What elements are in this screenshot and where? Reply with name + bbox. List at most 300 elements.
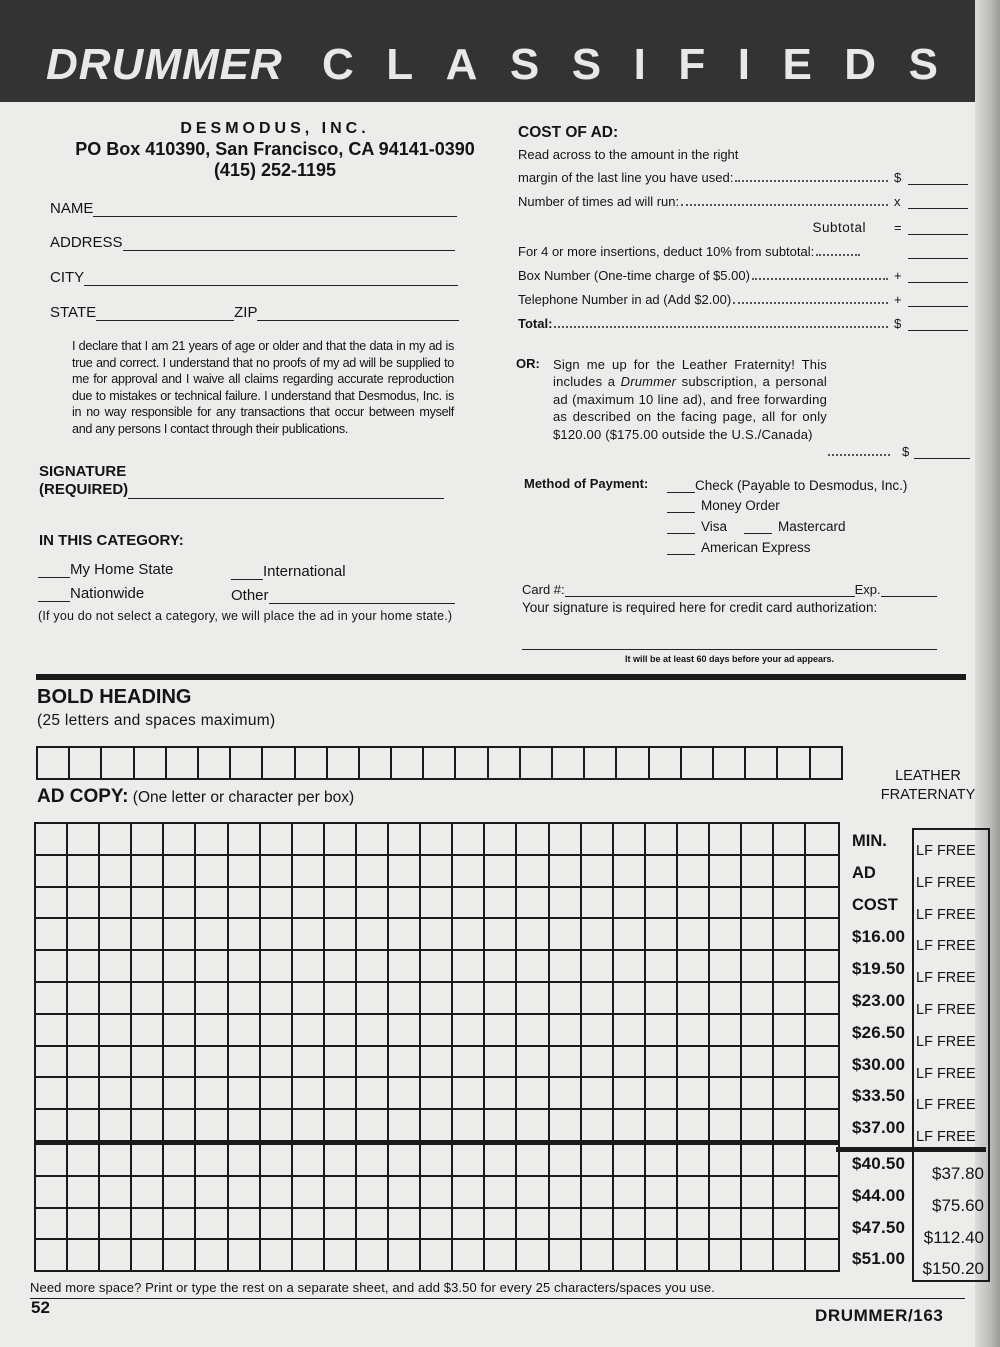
card-signature-field[interactable]	[522, 649, 937, 650]
visa-checkbox[interactable]	[667, 519, 695, 534]
ad-copy-cell[interactable]	[710, 1110, 742, 1145]
ad-copy-cell[interactable]	[196, 824, 228, 856]
ad-copy-cell[interactable]	[614, 919, 646, 951]
ad-copy-cell[interactable]	[100, 1209, 132, 1241]
ad-copy-cell[interactable]	[164, 919, 196, 951]
heading-letter-box[interactable]	[70, 748, 102, 778]
ad-copy-cell[interactable]	[389, 1177, 421, 1209]
ad-copy-cell[interactable]	[357, 1209, 389, 1241]
ad-copy-cell[interactable]	[421, 888, 453, 920]
ad-copy-cell[interactable]	[357, 856, 389, 888]
ad-copy-cell[interactable]	[742, 1015, 774, 1047]
ad-copy-cell[interactable]	[132, 888, 164, 920]
ad-copy-cell[interactable]	[164, 1177, 196, 1209]
ad-copy-cell[interactable]	[485, 1110, 517, 1145]
ad-copy-cell[interactable]	[742, 856, 774, 888]
ad-copy-cell[interactable]	[196, 1110, 228, 1145]
ad-copy-cell[interactable]	[485, 1240, 517, 1270]
ad-copy-cell[interactable]	[453, 1177, 485, 1209]
ad-copy-cell[interactable]	[325, 1110, 357, 1145]
ad-copy-cell[interactable]	[550, 951, 582, 983]
zip-field[interactable]	[257, 306, 459, 321]
ad-copy-cell[interactable]	[229, 1209, 261, 1241]
ad-copy-cell[interactable]	[774, 1209, 806, 1241]
ad-copy-cell[interactable]	[485, 1209, 517, 1241]
ad-copy-cell[interactable]	[261, 824, 293, 856]
ad-copy-cell[interactable]	[389, 983, 421, 1015]
state-field[interactable]	[96, 306, 234, 321]
ad-copy-cell[interactable]	[389, 888, 421, 920]
ad-copy-cell[interactable]	[806, 1078, 838, 1110]
ad-copy-cell[interactable]	[164, 951, 196, 983]
ad-copy-cell[interactable]	[421, 1078, 453, 1110]
ad-copy-cell[interactable]	[742, 983, 774, 1015]
ad-copy-cell[interactable]	[453, 1047, 485, 1079]
ad-copy-cell[interactable]	[582, 1145, 614, 1177]
ad-copy-cell[interactable]	[36, 888, 68, 920]
ad-copy-cell[interactable]	[485, 1145, 517, 1177]
ad-copy-cell[interactable]	[261, 1015, 293, 1047]
ad-copy-cell[interactable]	[614, 1047, 646, 1079]
heading-letter-box[interactable]	[521, 748, 553, 778]
ad-copy-cell[interactable]	[517, 951, 549, 983]
heading-letter-box[interactable]	[199, 748, 231, 778]
ad-copy-cell[interactable]	[196, 1047, 228, 1079]
ad-copy-cell[interactable]	[806, 1110, 838, 1145]
ad-copy-cell[interactable]	[421, 824, 453, 856]
ad-copy-cell[interactable]	[229, 919, 261, 951]
payment-option-mastercard[interactable]	[744, 519, 846, 534]
ad-copy-cell[interactable]	[325, 951, 357, 983]
ad-copy-cell[interactable]	[582, 1110, 614, 1145]
heading-letter-box[interactable]	[778, 748, 810, 778]
ad-copy-cell[interactable]	[36, 919, 68, 951]
ad-copy-cell[interactable]	[710, 1240, 742, 1270]
ad-copy-cell[interactable]	[774, 824, 806, 856]
ad-copy-cell[interactable]	[517, 1145, 549, 1177]
ad-copy-cell[interactable]	[421, 1015, 453, 1047]
ad-copy-cell[interactable]	[710, 983, 742, 1015]
ad-copy-cell[interactable]	[582, 1015, 614, 1047]
category-option-other[interactable]	[231, 587, 455, 604]
ad-copy-cell[interactable]	[485, 856, 517, 888]
ad-copy-cell[interactable]	[68, 1177, 100, 1209]
ad-copy-cell[interactable]	[453, 1015, 485, 1047]
ad-copy-cell[interactable]	[36, 1145, 68, 1177]
ad-copy-cell[interactable]	[229, 856, 261, 888]
ad-copy-cell[interactable]	[646, 951, 678, 983]
ad-copy-cell[interactable]	[582, 1078, 614, 1110]
ad-copy-cell[interactable]	[453, 888, 485, 920]
mastercard-checkbox[interactable]	[744, 519, 772, 534]
ad-copy-cell[interactable]	[68, 919, 100, 951]
ad-copy-cell[interactable]	[68, 1078, 100, 1110]
ad-copy-cell[interactable]	[196, 1015, 228, 1047]
ad-copy-cell[interactable]	[36, 1110, 68, 1145]
ad-copy-cell[interactable]	[550, 1110, 582, 1145]
ad-copy-cell[interactable]	[742, 1078, 774, 1110]
ad-copy-cell[interactable]	[710, 888, 742, 920]
ad-copy-cell[interactable]	[164, 1110, 196, 1145]
ad-copy-cell[interactable]	[261, 1047, 293, 1079]
ad-copy-cell[interactable]	[485, 1177, 517, 1209]
ad-copy-cell[interactable]	[710, 951, 742, 983]
ad-copy-cell[interactable]	[806, 1177, 838, 1209]
ad-copy-cell[interactable]	[517, 856, 549, 888]
ad-copy-cell[interactable]	[517, 919, 549, 951]
ad-copy-cell[interactable]	[357, 1047, 389, 1079]
ad-copy-cell[interactable]	[421, 951, 453, 983]
ad-copy-cell[interactable]	[453, 951, 485, 983]
ad-copy-cell[interactable]	[389, 1240, 421, 1270]
ad-copy-cell[interactable]	[229, 983, 261, 1015]
ad-copy-cell[interactable]	[742, 1209, 774, 1241]
ad-copy-cell[interactable]	[132, 919, 164, 951]
ad-copy-cell[interactable]	[614, 888, 646, 920]
ad-copy-cell[interactable]	[36, 1047, 68, 1079]
ad-copy-cell[interactable]	[710, 856, 742, 888]
ad-copy-cell[interactable]	[132, 824, 164, 856]
ad-copy-cell[interactable]	[678, 919, 710, 951]
ad-copy-cell[interactable]	[550, 824, 582, 856]
ad-copy-cell[interactable]	[646, 824, 678, 856]
ad-copy-cell[interactable]	[389, 1047, 421, 1079]
ad-copy-cell[interactable]	[806, 951, 838, 983]
ad-copy-cell[interactable]	[196, 983, 228, 1015]
ad-copy-cell[interactable]	[357, 1177, 389, 1209]
ad-copy-cell[interactable]	[453, 824, 485, 856]
ad-copy-cell[interactable]	[678, 1047, 710, 1079]
ad-copy-cell[interactable]	[806, 888, 838, 920]
ad-copy-cell[interactable]	[550, 856, 582, 888]
other-field[interactable]	[269, 589, 455, 604]
ad-copy-cell[interactable]	[261, 888, 293, 920]
ad-copy-cell[interactable]	[261, 1110, 293, 1145]
ad-copy-cell[interactable]	[68, 1145, 100, 1177]
ad-copy-cell[interactable]	[646, 1078, 678, 1110]
ad-copy-cell[interactable]	[229, 1145, 261, 1177]
ad-copy-cell[interactable]	[806, 1145, 838, 1177]
ad-copy-cell[interactable]	[710, 1177, 742, 1209]
international-checkbox[interactable]	[231, 565, 263, 580]
total-field[interactable]	[908, 316, 968, 331]
ad-copy-cell[interactable]	[453, 983, 485, 1015]
payment-option-visa[interactable]	[667, 519, 727, 534]
ad-copy-cell[interactable]	[646, 1110, 678, 1145]
ad-copy-cell[interactable]	[550, 1145, 582, 1177]
ad-copy-cell[interactable]	[36, 983, 68, 1015]
ad-copy-cell[interactable]	[774, 1047, 806, 1079]
ad-copy-cell[interactable]	[421, 1177, 453, 1209]
ad-copy-cell[interactable]	[164, 1240, 196, 1270]
ad-copy-cell[interactable]	[132, 1145, 164, 1177]
ad-copy-cell[interactable]	[325, 824, 357, 856]
heading-letter-box[interactable]	[38, 748, 70, 778]
ad-copy-cell[interactable]	[646, 983, 678, 1015]
ad-copy-cell[interactable]	[68, 888, 100, 920]
ad-copy-cell[interactable]	[164, 856, 196, 888]
heading-letter-box[interactable]	[553, 748, 585, 778]
ad-copy-cell[interactable]	[550, 1209, 582, 1241]
ad-copy-cell[interactable]	[68, 1240, 100, 1270]
ad-copy-cell[interactable]	[806, 983, 838, 1015]
ad-copy-cell[interactable]	[806, 1240, 838, 1270]
heading-letter-box[interactable]	[328, 748, 360, 778]
ad-copy-cell[interactable]	[357, 1110, 389, 1145]
ad-copy-cell[interactable]	[614, 1145, 646, 1177]
ad-copy-cell[interactable]	[485, 1015, 517, 1047]
ad-copy-cell[interactable]	[196, 951, 228, 983]
ad-copy-cell[interactable]	[68, 824, 100, 856]
ad-copy-cell[interactable]	[678, 1110, 710, 1145]
ad-copy-cell[interactable]	[100, 919, 132, 951]
ad-copy-cell[interactable]	[517, 1240, 549, 1270]
heading-letter-box[interactable]	[167, 748, 199, 778]
payment-option-money-order[interactable]	[667, 498, 780, 513]
ad-copy-cell[interactable]	[485, 983, 517, 1015]
box-number-field[interactable]	[908, 268, 968, 283]
ad-copy-cell[interactable]	[132, 1240, 164, 1270]
ad-copy-cell[interactable]	[325, 1145, 357, 1177]
ad-copy-cell[interactable]	[293, 1047, 325, 1079]
city-field[interactable]	[84, 271, 458, 286]
ad-copy-cell[interactable]	[678, 983, 710, 1015]
ad-copy-cell[interactable]	[646, 888, 678, 920]
card-number-field[interactable]	[565, 582, 855, 597]
ad-copy-cell[interactable]	[453, 1078, 485, 1110]
ad-copy-cell[interactable]	[582, 1047, 614, 1079]
ad-copy-cell[interactable]	[293, 1209, 325, 1241]
ad-copy-cell[interactable]	[678, 1015, 710, 1047]
amount-field[interactable]	[908, 170, 968, 185]
leather-offer-field[interactable]	[914, 444, 970, 459]
ad-copy-cell[interactable]	[517, 1209, 549, 1241]
ad-copy-cell[interactable]	[710, 1047, 742, 1079]
ad-copy-cell[interactable]	[582, 983, 614, 1015]
ad-copy-cell[interactable]	[389, 856, 421, 888]
subtotal-field[interactable]	[908, 220, 968, 235]
ad-copy-cell[interactable]	[550, 1047, 582, 1079]
ad-copy-cell[interactable]	[196, 1177, 228, 1209]
category-option-home-state[interactable]	[38, 561, 173, 578]
ad-copy-cell[interactable]	[261, 951, 293, 983]
ad-copy-cell[interactable]	[325, 1015, 357, 1047]
ad-copy-cell[interactable]	[357, 951, 389, 983]
ad-copy-cell[interactable]	[229, 1047, 261, 1079]
ad-copy-cell[interactable]	[389, 1078, 421, 1110]
ad-copy-cell[interactable]	[453, 1209, 485, 1241]
ad-copy-cell[interactable]	[196, 919, 228, 951]
ad-copy-cell[interactable]	[678, 888, 710, 920]
ad-copy-cell[interactable]	[229, 1240, 261, 1270]
ad-copy-cell[interactable]	[806, 856, 838, 888]
ad-copy-cell[interactable]	[678, 824, 710, 856]
ad-copy-cell[interactable]	[742, 1110, 774, 1145]
heading-letter-box[interactable]	[746, 748, 778, 778]
ad-copy-cell[interactable]	[261, 1240, 293, 1270]
ad-copy-cell[interactable]	[453, 919, 485, 951]
ad-copy-cell[interactable]	[774, 888, 806, 920]
ad-copy-cell[interactable]	[293, 983, 325, 1015]
check-checkbox[interactable]	[667, 478, 695, 493]
ad-copy-cell[interactable]	[325, 1209, 357, 1241]
ad-copy-cell[interactable]	[100, 951, 132, 983]
ad-copy-cell[interactable]	[100, 1145, 132, 1177]
ad-copy-cell[interactable]	[710, 1209, 742, 1241]
ad-copy-cell[interactable]	[325, 888, 357, 920]
ad-copy-cell[interactable]	[164, 1078, 196, 1110]
ad-copy-cell[interactable]	[100, 824, 132, 856]
ad-copy-cell[interactable]	[293, 1240, 325, 1270]
ad-copy-cell[interactable]	[36, 1078, 68, 1110]
ad-copy-cell[interactable]	[614, 824, 646, 856]
ad-copy-cell[interactable]	[678, 951, 710, 983]
ad-copy-cell[interactable]	[485, 919, 517, 951]
ad-copy-cell[interactable]	[646, 1177, 678, 1209]
ad-copy-cell[interactable]	[68, 1209, 100, 1241]
heading-letter-box[interactable]	[489, 748, 521, 778]
ad-copy-cell[interactable]	[614, 1015, 646, 1047]
ad-copy-cell[interactable]	[357, 888, 389, 920]
ad-copy-cell[interactable]	[132, 1015, 164, 1047]
ad-copy-cell[interactable]	[806, 1047, 838, 1079]
heading-letter-box[interactable]	[360, 748, 392, 778]
ad-copy-cell[interactable]	[293, 888, 325, 920]
ad-copy-cell[interactable]	[164, 1209, 196, 1241]
ad-copy-cell[interactable]	[261, 1078, 293, 1110]
ad-copy-cell[interactable]	[485, 1078, 517, 1110]
ad-copy-cell[interactable]	[582, 951, 614, 983]
ad-copy-cell[interactable]	[100, 1240, 132, 1270]
ad-copy-cell[interactable]	[68, 856, 100, 888]
ad-copy-cell[interactable]	[196, 888, 228, 920]
ad-copy-cell[interactable]	[646, 1047, 678, 1079]
ad-copy-cell[interactable]	[229, 1110, 261, 1145]
ad-copy-cell[interactable]	[678, 1078, 710, 1110]
ad-copy-cell[interactable]	[517, 1110, 549, 1145]
category-option-nationwide[interactable]	[38, 585, 144, 602]
ad-copy-cell[interactable]	[774, 1015, 806, 1047]
nationwide-checkbox[interactable]	[38, 587, 70, 602]
name-field[interactable]	[93, 202, 457, 217]
ad-copy-cell[interactable]	[646, 1240, 678, 1270]
ad-copy-cell[interactable]	[582, 856, 614, 888]
ad-copy-cell[interactable]	[517, 1078, 549, 1110]
ad-copy-cell[interactable]	[678, 1145, 710, 1177]
ad-copy-cell[interactable]	[357, 824, 389, 856]
ad-copy-cell[interactable]	[229, 824, 261, 856]
ad-copy-cell[interactable]	[485, 951, 517, 983]
heading-letter-box[interactable]	[456, 748, 488, 778]
ad-copy-cell[interactable]	[389, 919, 421, 951]
ad-copy-cell[interactable]	[100, 1177, 132, 1209]
heading-letter-box[interactable]	[102, 748, 134, 778]
expiration-field[interactable]	[881, 582, 937, 597]
heading-letter-box[interactable]	[296, 748, 328, 778]
ad-copy-cell[interactable]	[742, 1240, 774, 1270]
ad-copy-cell[interactable]	[325, 1047, 357, 1079]
ad-copy-cell[interactable]	[389, 1015, 421, 1047]
ad-copy-cell[interactable]	[36, 951, 68, 983]
ad-copy-cell[interactable]	[357, 1240, 389, 1270]
ad-copy-cell[interactable]	[261, 919, 293, 951]
ad-copy-cell[interactable]	[164, 824, 196, 856]
ad-copy-cell[interactable]	[325, 1177, 357, 1209]
ad-copy-cell[interactable]	[453, 856, 485, 888]
heading-letter-box[interactable]	[231, 748, 263, 778]
ad-copy-cell[interactable]	[325, 919, 357, 951]
ad-copy-cell[interactable]	[421, 1209, 453, 1241]
discount-field[interactable]	[908, 244, 968, 259]
heading-letter-box[interactable]	[811, 748, 841, 778]
ad-copy-cell[interactable]	[774, 1240, 806, 1270]
ad-copy-cell[interactable]	[485, 888, 517, 920]
ad-copy-cell[interactable]	[229, 951, 261, 983]
ad-copy-cell[interactable]	[196, 1240, 228, 1270]
ad-copy-cell[interactable]	[293, 919, 325, 951]
heading-letter-box[interactable]	[392, 748, 424, 778]
ad-copy-cell[interactable]	[774, 856, 806, 888]
ad-copy-cell[interactable]	[421, 1047, 453, 1079]
ad-copy-cell[interactable]	[774, 919, 806, 951]
ad-copy-cell[interactable]	[742, 951, 774, 983]
ad-copy-cell[interactable]	[389, 1145, 421, 1177]
ad-copy-cell[interactable]	[710, 1015, 742, 1047]
ad-copy-cell[interactable]	[806, 919, 838, 951]
ad-copy-cell[interactable]	[261, 1145, 293, 1177]
ad-copy-cell[interactable]	[164, 1015, 196, 1047]
ad-copy-cell[interactable]	[678, 856, 710, 888]
ad-copy-cell[interactable]	[742, 824, 774, 856]
ad-copy-cell[interactable]	[325, 1078, 357, 1110]
ad-copy-cell[interactable]	[517, 983, 549, 1015]
ad-copy-cell[interactable]	[196, 1145, 228, 1177]
ad-copy-cell[interactable]	[68, 1015, 100, 1047]
ad-copy-cell[interactable]	[36, 856, 68, 888]
ad-copy-cell[interactable]	[742, 1177, 774, 1209]
ad-copy-cell[interactable]	[614, 1110, 646, 1145]
ad-copy-cell[interactable]	[550, 1177, 582, 1209]
ad-copy-cell[interactable]	[806, 824, 838, 856]
ad-copy-cell[interactable]	[389, 824, 421, 856]
ad-copy-cell[interactable]	[325, 983, 357, 1015]
signature-field[interactable]	[128, 484, 444, 499]
ad-copy-cell[interactable]	[196, 856, 228, 888]
ad-copy-cell[interactable]	[100, 1015, 132, 1047]
ad-copy-cell[interactable]	[132, 1047, 164, 1079]
ad-copy-cell[interactable]	[389, 1110, 421, 1145]
ad-copy-cell[interactable]	[517, 824, 549, 856]
heading-letter-box[interactable]	[424, 748, 456, 778]
ad-copy-cell[interactable]	[774, 983, 806, 1015]
ad-copy-cell[interactable]	[710, 1078, 742, 1110]
heading-letter-box[interactable]	[650, 748, 682, 778]
ad-copy-cell[interactable]	[132, 1209, 164, 1241]
ad-copy-cell[interactable]	[646, 856, 678, 888]
ad-copy-cell[interactable]	[325, 856, 357, 888]
ad-copy-cell[interactable]	[582, 1240, 614, 1270]
heading-letter-box[interactable]	[263, 748, 295, 778]
ad-copy-cell[interactable]	[453, 1110, 485, 1145]
ad-copy-cell[interactable]	[614, 1078, 646, 1110]
ad-copy-cell[interactable]	[293, 951, 325, 983]
address-field[interactable]	[123, 236, 455, 251]
ad-copy-cell[interactable]	[100, 888, 132, 920]
ad-copy-cell[interactable]	[357, 919, 389, 951]
ad-copy-cell[interactable]	[774, 1177, 806, 1209]
ad-copy-cell[interactable]	[196, 1209, 228, 1241]
ad-copy-cell[interactable]	[325, 1240, 357, 1270]
